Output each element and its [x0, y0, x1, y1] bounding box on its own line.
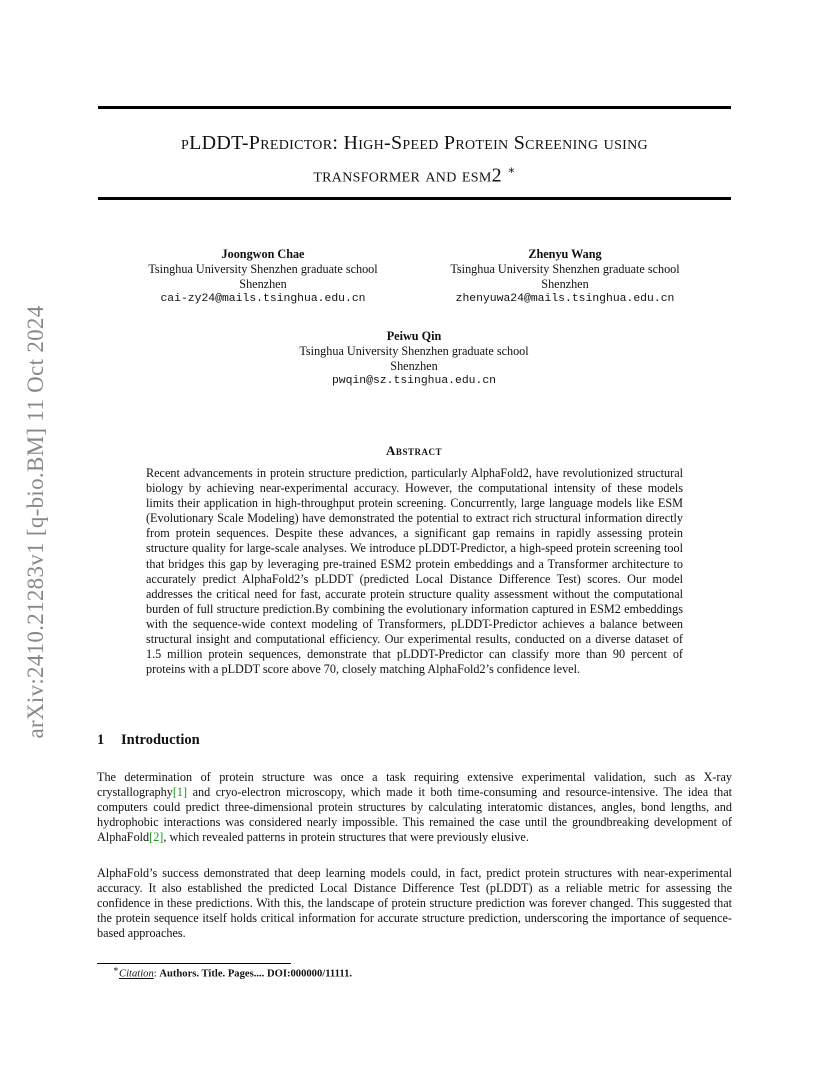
author-block-3	[270, 329, 558, 389]
title-bottom-rule	[98, 197, 731, 200]
footnote	[113, 964, 352, 980]
section-title: Introduction	[121, 732, 200, 748]
author-city: Shenzhen	[390, 359, 438, 373]
author-email[interactable]: cai-zy24@mails.tsinghua.edu.cn	[160, 293, 366, 305]
abstract-text: Recent advancements in protein structure prediction, particularly AlphaFold2, have revolutionized structural biology by achieving near-experimental accuracy. However, the computational intensity of these models limits their application in high-throughput protein screening. Concurrently, large language models like ESM (Evolutionary Scale Modeling) have demonstrated the potential to extract rich structural information directly from protein sequences. Despite these advances, a significant gap remains in rapidly assessing protein structure quality for large-scale analyses. We introduce pLDDT-Predictor, a high-speed protein screening tool that bridges this gap by leveraging pre-trained ESM2 protein embeddings and a Transformer architecture to accurately predict AlphaFold2’s pLDDT (predicted Local Distance Difference Test) scores. Our model addresses the critical need for fast, accurate protein structure quality assessment without the computational burden of full structure prediction.By combining the evolutionary information captured in ESM2 embeddings with the sequence-wide context modeling of Transformers, pLDDT-Predictor achieves a balance between structural insight and computational efficiency. Our experimental results, conducted on a diverse dataset of 1.5 million protein sequences, demonstrate that pLDDT-Predictor can classify more than 90 percent of proteins with a pLDDT score above 70, closely matching AlphaFold2’s confidence level.	[146, 466, 683, 677]
author-affiliation: Tsinghua University Shenzhen graduate school	[299, 344, 529, 358]
section-heading-introduction	[97, 732, 200, 749]
intro-paragraph-1	[97, 770, 732, 845]
footnote-sep: :	[153, 968, 160, 980]
author-name: Zhenyu Wang	[528, 247, 602, 261]
author-affiliation: Tsinghua University Shenzhen graduate school	[148, 262, 378, 276]
author-name: Peiwu Qin	[386, 329, 442, 343]
author-email[interactable]: zhenyuwa24@mails.tsinghua.edu.cn	[455, 293, 675, 305]
author-affiliation: Tsinghua University Shenzhen graduate school	[450, 262, 680, 276]
author-block-1	[120, 247, 406, 307]
footnote-text: Authors. Title. Pages.... DOI:000000/11111.	[159, 968, 353, 980]
title-footnote-mark: ∗	[507, 163, 516, 177]
citation-link-1[interactable]: [1]	[172, 785, 188, 800]
author-block-2	[420, 247, 710, 307]
paper-title-line2-text: transformer and esm2	[313, 164, 502, 187]
title-top-rule	[98, 106, 731, 109]
intro-p1-part-c: , which revealed patterns in protein structures that were previously elusive.	[163, 830, 529, 845]
abstract-heading: Abstract	[386, 443, 442, 458]
intro-paragraph-2: AlphaFold’s success demonstrated that deep learning models could, in fact, predict protein structures with near-experimental accuracy. It also established the predicted Local Distance Difference Test (pLDDT) as a reliable metric for assessing the confidence in these predictions. With this, the landscape of protein structure prediction was forever changed. This suggested that the protein sequence itself holds critical information for accurate structure prediction, underscoring the importance of sequence-based approaches.	[97, 866, 732, 941]
intro-p1-part-a: The determination of protein structure was once a task requiring extensive experimental validation, such as X-ray crystallography	[97, 770, 732, 800]
paper-title-line1: pLDDT-Predictor: High-Speed Protein Screening using	[181, 132, 648, 154]
author-city: Shenzhen	[541, 277, 589, 291]
paper-title-line2	[98, 157, 731, 190]
author-name: Joongwon Chae	[221, 247, 305, 261]
citation-link-2[interactable]: [2]	[149, 830, 164, 845]
author-city: Shenzhen	[239, 277, 287, 291]
arxiv-sidebar-stamp: arXiv:2410.21283v1 [q-bio.BM] 11 Oct 2024	[23, 305, 48, 739]
intro-p1-part-b: and cryo-electron microscopy, which made it both time-consuming and resource-intensive. The idea that computers could predict three-dimensional protein structures by calculating interatomic distances, angles, bond lengths, and hydrophobic interactions was considered nearly impossible. This remained the case until the groundbreaking development of AlphaFold	[97, 785, 732, 845]
footnote-mark: ∗	[113, 964, 120, 974]
section-number: 1	[97, 732, 105, 748]
footnote-label: Citation	[119, 968, 154, 980]
author-email[interactable]: pwqin@sz.tsinghua.edu.cn	[331, 375, 497, 387]
